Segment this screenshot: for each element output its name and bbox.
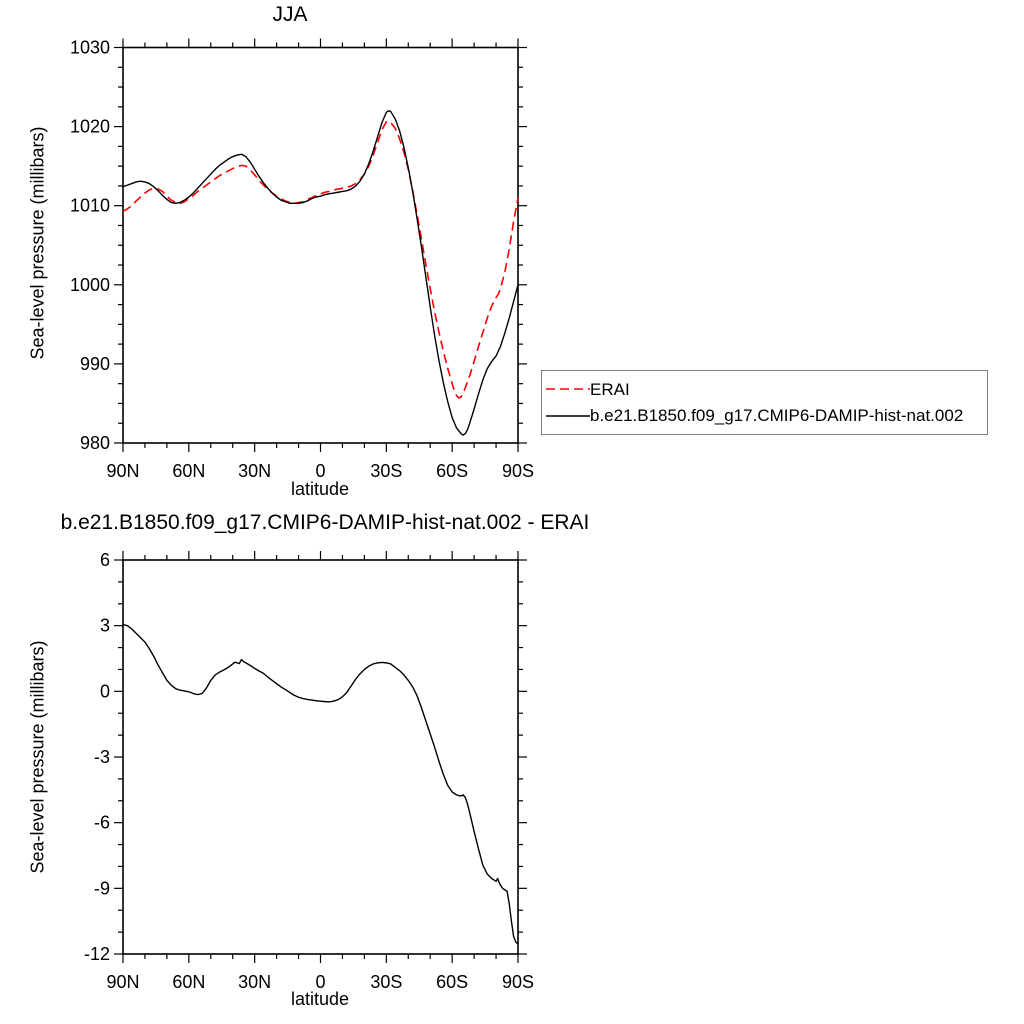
- y-tick-label: -9: [93, 878, 110, 899]
- model-curve: [123, 111, 518, 435]
- plot-frame: [123, 48, 518, 444]
- legend-dash-sample-erai: [546, 386, 590, 392]
- y-tick-label: -12: [83, 944, 110, 964]
- diff-panel-title: b.e21.B1850.f09_g17.CMIP6-DAMIP-hist-nat.002 - ERAI: [60, 511, 590, 534]
- x-tick-label: 90N: [106, 461, 140, 481]
- x-tick-label: 60S: [436, 461, 469, 481]
- x-tick-label: 90S: [501, 972, 535, 992]
- legend-label-model: b.e21.B1850.f09_g17.CMIP6-DAMIP-hist-nat.002: [590, 406, 964, 426]
- y-tick-label: 6: [99, 550, 110, 570]
- legend-label-erai: ERAI: [590, 379, 630, 399]
- y-tick-label: -6: [93, 812, 110, 833]
- x-tick-label: 60S: [436, 972, 469, 992]
- x-tick-label: 60N: [172, 461, 206, 481]
- legend-line-sample-model: [546, 413, 590, 419]
- erai-curve: [123, 121, 518, 398]
- legend-entry-model: [542, 407, 987, 424]
- y-tick-label: 3: [99, 615, 110, 636]
- legend-box: [541, 370, 988, 435]
- diff-curve: [123, 625, 518, 945]
- y-tick-label: 1030: [69, 37, 110, 58]
- x-tick-label: 90S: [501, 461, 535, 481]
- y-tick-label: 1010: [69, 195, 110, 216]
- x-tick-label: 30N: [238, 461, 272, 481]
- x-tick-label: 0: [315, 461, 326, 481]
- x-tick-label: 30N: [238, 972, 272, 992]
- pressure-axis-label-top: Sea-level pressure (millibars): [27, 126, 48, 360]
- x-tick-label: 0: [315, 972, 326, 992]
- y-tick-label: 1000: [69, 274, 110, 295]
- legend-entry-erai: [542, 381, 987, 398]
- top-panel-title: JJA: [272, 3, 308, 26]
- y-tick-label: -3: [93, 747, 110, 767]
- x-tick-label: 90N: [106, 972, 140, 992]
- latitude-axis-label-bottom: latitude: [290, 989, 350, 1009]
- y-tick-label: 1020: [69, 116, 110, 137]
- y-tick-label: 980: [79, 433, 110, 453]
- y-tick-label: 990: [79, 353, 110, 374]
- x-tick-label: 30S: [370, 461, 403, 481]
- y-tick-label: 0: [99, 681, 110, 702]
- x-tick-label: 60N: [172, 972, 206, 992]
- plot-frame: [123, 560, 518, 954]
- latitude-axis-label-top: latitude: [290, 479, 350, 499]
- pressure-axis-label-bottom: Sea-level pressure (millibars): [27, 640, 48, 874]
- x-tick-label: 30S: [370, 972, 403, 992]
